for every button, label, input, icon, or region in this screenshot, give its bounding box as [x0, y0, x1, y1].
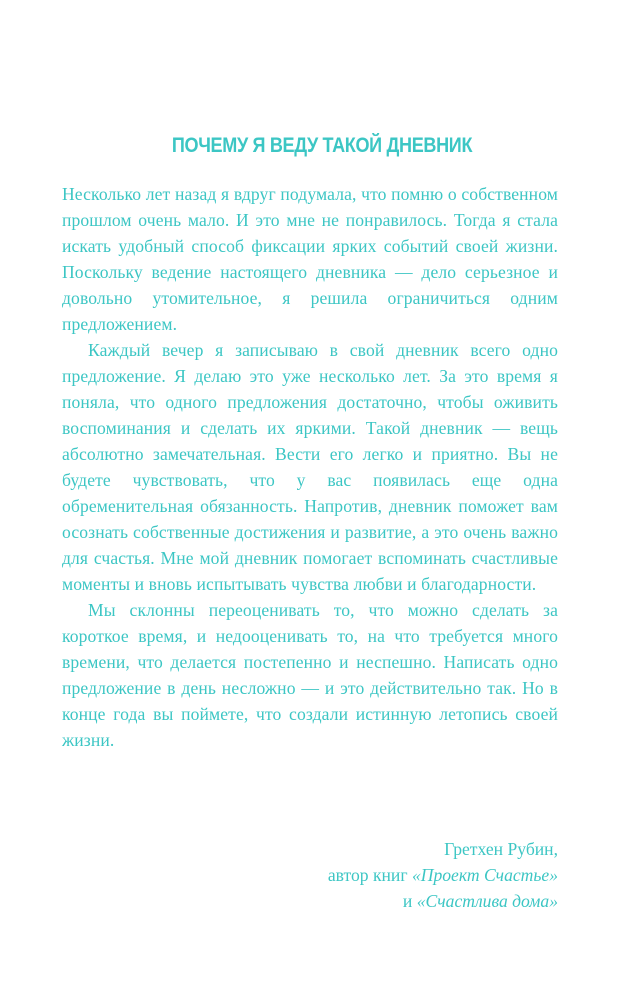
page-title: ПОЧЕМУ Я ВЕДУ ТАКОЙ ДНЕВНИК: [171, 134, 473, 157]
paragraph-3: Мы склонны переоценивать то, что можно сделать за короткое время, и недооценивать то, на что требуется много времени, что делается постепенно и неспешно. Написать одно предложение в день несложно — и это действительно так. Но в конце года вы поймете, что создали истинную летопись своей жизни.: [62, 600, 558, 750]
signature-line-2: [328, 862, 558, 888]
signature-line-3: [328, 888, 558, 914]
body-text: [62, 181, 558, 753]
signature-author: Гретхен Рубин,: [444, 839, 558, 859]
book-title-1: «Проект Счастье»: [411, 865, 558, 885]
signature-books-prefix: автор книг: [327, 865, 412, 885]
paragraph-1: Несколько лет назад я вдруг подумала, что помню о собственном прошлом очень мало. И это мне не понравилось. Тогда я стала искать удобный способ фиксации ярких событий своей жизни. Поскольку ведение настоящего дневника — дело серьезное и довольно утомительное, я решила ограничиться одним предложением.: [62, 184, 558, 334]
paragraph-2: Каждый вечер я записываю в свой дневник всего одно предложение. Я делаю это уже несколько лет. За это время я поняла, что одного предложения достаточно, чтобы оживить воспоминания и сделать их яркими. Такой дневник — вещь абсолютно замечательная. Вести его легко и приятно. Вы не будете чувствовать, что у вас появилась еще одна обременительная обязанность. Напротив, дневник поможет вам осознать собственные достижения и развитие, а это очень важно для счастья. Мне мой дневник помогает вспоминать счастливые моменты и вновь испытывать чувства любви и благодарности.: [62, 340, 558, 594]
signature: [328, 836, 558, 914]
book-title-2: «Счастлива дома»: [416, 891, 558, 911]
signature-and-prefix: и: [402, 891, 417, 911]
